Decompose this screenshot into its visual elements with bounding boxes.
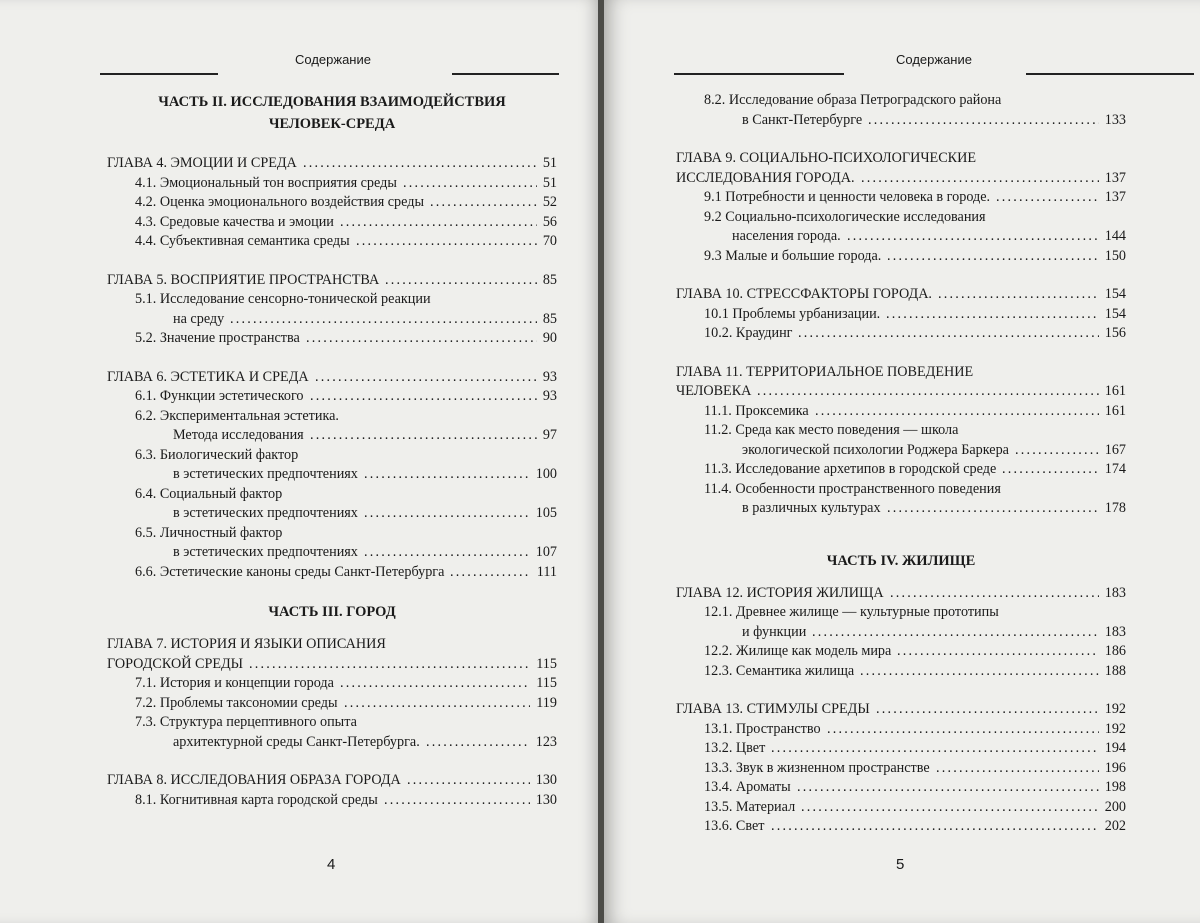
entry-title: в эстетических предпочтениях: [173, 504, 358, 524]
entry-title: 8.1. Когнитивная карта городской среды: [135, 791, 378, 811]
running-header: Содержание: [674, 52, 1194, 67]
header-rule-left: [100, 73, 218, 75]
entry-page: 90: [543, 329, 557, 349]
entry-title: 10.1 Проблемы урбанизации.: [704, 305, 880, 325]
dot-leader: ....................................................: [801, 798, 1099, 818]
dot-leader: ...........................................................: [757, 382, 1099, 402]
toc-entry-section: [676, 111, 1126, 131]
entry-title: на среду: [173, 310, 224, 330]
entry-title: 6.2. Экспериментальная эстетика.: [135, 407, 339, 427]
entry-title: 7.1. История и концепции города: [135, 674, 334, 694]
toc-entry-section: [676, 798, 1126, 818]
toc-entry-section: [676, 778, 1126, 798]
entry-title: 9.1 Потребности и ценности человека в городе.: [704, 188, 990, 208]
entry-page: 183: [1105, 584, 1126, 604]
entry-title: 5.2. Значение пространства: [135, 329, 300, 349]
entry-title: 13.5. Материал: [704, 798, 795, 818]
part-title: ЧЕЛОВЕК-СРЕДА: [107, 113, 557, 135]
entry-page: 150: [1105, 247, 1126, 267]
entry-page: 85: [543, 271, 557, 291]
entry-page: 154: [1105, 285, 1126, 305]
dot-leader: .................................................: [249, 655, 530, 675]
entry-title: 13.1. Пространство: [704, 720, 821, 740]
entry-page: 119: [536, 694, 557, 714]
entry-page: 144: [1105, 227, 1126, 247]
entry-title: ГЛАВА 12. ИСТОРИЯ ЖИЛИЩА: [676, 584, 884, 604]
entry-title: 13.2. Цвет: [704, 739, 765, 759]
entry-title: в Санкт-Петербурге: [742, 111, 862, 131]
entry-title: ГЛАВА 11. ТЕРРИТОРИАЛЬНОЕ ПОВЕДЕНИЕ: [676, 363, 973, 383]
dot-leader: ..............: [450, 563, 531, 583]
toc-entry-section: [107, 387, 557, 407]
toc-entry-section: [107, 446, 557, 466]
header-rule-right: [1026, 73, 1194, 75]
toc-entry-section: [676, 402, 1126, 422]
entry-title: 6.6. Эстетические каноны среды Санкт-Петербурга: [135, 563, 444, 583]
entry-title: ИССЛЕДОВАНИЯ ГОРОДА.: [676, 169, 855, 189]
toc-entry-chapter: [107, 655, 557, 675]
dot-leader: ....................................: [890, 584, 1099, 604]
entry-title: ЧЕЛОВЕКА: [676, 382, 751, 402]
toc-entry-section: [676, 324, 1126, 344]
entry-title: в эстетических предпочтениях: [173, 543, 358, 563]
entry-page: 105: [536, 504, 557, 524]
dot-leader: .........................................................: [771, 739, 1099, 759]
toc-right: [676, 91, 1126, 837]
dot-leader: .......................................: [310, 387, 537, 407]
toc-entry-section: [107, 791, 557, 811]
dot-leader: ...............................................: [827, 720, 1099, 740]
toc-entry-section: [107, 329, 557, 349]
entry-page: 130: [536, 771, 557, 791]
toc-entry-chapter: [676, 382, 1126, 402]
part-title: ЧАСТЬ II. ИССЛЕДОВАНИЯ ВЗАИМОДЕЙСТВИЯ: [107, 91, 557, 113]
toc-entry-chapter: [676, 584, 1126, 604]
entry-title: 7.2. Проблемы таксономии среды: [135, 694, 338, 714]
toc-entry-section: [107, 290, 557, 310]
entry-title: экологической психологии Роджера Баркера: [742, 441, 1009, 461]
toc-entry-section: [676, 480, 1126, 500]
entry-page: 133: [1105, 111, 1126, 131]
dot-leader: ....................................: [887, 247, 1099, 267]
toc-entry-chapter: [676, 169, 1126, 189]
entry-page: 161: [1105, 382, 1126, 402]
entry-page: 97: [543, 426, 557, 446]
entry-page: 188: [1105, 662, 1126, 682]
entry-title: 8.2. Исследование образа Петроградского района: [704, 91, 1001, 111]
entry-page: 130: [536, 791, 557, 811]
entry-page: 198: [1105, 778, 1126, 798]
entry-title: 12.2. Жилище как модель мира: [704, 642, 891, 662]
toc-entry-chapter: [107, 368, 557, 388]
entry-page: 52: [543, 193, 557, 213]
part-title: ЧАСТЬ III. ГОРОД: [107, 601, 557, 623]
entry-title: 13.3. Звук в жизненном пространстве: [704, 759, 930, 779]
entry-title: 6.5. Личностный фактор: [135, 524, 282, 544]
running-header: Содержание: [107, 52, 559, 67]
dot-leader: ..................: [426, 733, 530, 753]
entry-page: 167: [1105, 441, 1126, 461]
book-spread: [0, 0, 1200, 923]
entry-page: 111: [537, 563, 557, 583]
entry-page: 100: [536, 465, 557, 485]
dot-leader: .............................: [364, 543, 530, 563]
toc-entry-section: [676, 817, 1126, 837]
toc-entry-chapter: [107, 771, 557, 791]
dot-leader: ......................................: [315, 368, 537, 388]
entry-page: 200: [1105, 798, 1126, 818]
entry-page: 154: [1105, 305, 1126, 325]
toc-entry-section: [676, 623, 1126, 643]
toc-entry-section: [676, 499, 1126, 519]
entry-title: архитектурной среды Санкт-Петербурга.: [173, 733, 420, 753]
toc-entry-section: [676, 662, 1126, 682]
entry-title: ГОРОДСКОЙ СРЕДЫ: [107, 655, 243, 675]
entry-title: 11.3. Исследование архетипов в городской среде: [704, 460, 996, 480]
entry-page: 174: [1105, 460, 1126, 480]
toc-entry-chapter: [107, 635, 557, 655]
entry-page: 137: [1105, 188, 1126, 208]
toc-entry-chapter: [107, 154, 557, 174]
entry-page: 115: [536, 655, 557, 675]
dot-leader: ............................................: [847, 227, 1099, 247]
toc-left: [107, 91, 557, 810]
entry-title: 4.2. Оценка эмоционального воздействия среды: [135, 193, 424, 213]
dot-leader: .........................................: [860, 662, 1099, 682]
entry-page: 70: [543, 232, 557, 252]
dot-leader: .........................: [384, 791, 530, 811]
toc-entry-section: [107, 524, 557, 544]
entry-page: 85: [543, 310, 557, 330]
dot-leader: .................................................: [815, 402, 1099, 422]
dot-leader: ....................................................: [797, 778, 1099, 798]
entry-title: ГЛАВА 13. СТИМУЛЫ СРЕДЫ: [676, 700, 870, 720]
dot-leader: ....................................................: [798, 324, 1099, 344]
toc-entry-section: [676, 421, 1126, 441]
entry-page: 51: [543, 174, 557, 194]
dot-leader: .........................................................: [771, 817, 1099, 837]
entry-title: в различных культурах: [742, 499, 881, 519]
toc-entry-section: [676, 460, 1126, 480]
entry-title: 11.4. Особенности пространственного поведения: [704, 480, 1001, 500]
dot-leader: ........................................: [306, 329, 537, 349]
entry-title: 12.1. Древнее жилище — культурные прототипы: [704, 603, 999, 623]
entry-title: ГЛАВА 9. СОЦИАЛЬНО-ПСИХОЛОГИЧЕСКИЕ: [676, 149, 976, 169]
entry-page: 161: [1105, 402, 1126, 422]
dot-leader: ....................................: [887, 499, 1099, 519]
header-rule-right: [452, 73, 559, 75]
entry-page: 156: [1105, 324, 1126, 344]
entry-page: 183: [1105, 623, 1126, 643]
dot-leader: ..................................: [340, 213, 537, 233]
dot-leader: ..........................: [385, 271, 537, 291]
entry-title: ГЛАВА 5. ВОСПРИЯТИЕ ПРОСТРАНСТВА: [107, 271, 379, 291]
entry-title: ГЛАВА 4. ЭМОЦИИ И СРЕДА: [107, 154, 297, 174]
dot-leader: ...................................: [897, 642, 1099, 662]
header-rule-left: [674, 73, 844, 75]
toc-entry-chapter: [676, 149, 1126, 169]
entry-title: 4.3. Средовые качества и эмоции: [135, 213, 334, 233]
toc-entry-section: [107, 174, 557, 194]
dot-leader: ............................: [938, 285, 1099, 305]
toc-entry-section: [107, 563, 557, 583]
toc-entry-section: [676, 603, 1126, 623]
toc-entry-section: [107, 465, 557, 485]
toc-entry-section: [107, 310, 557, 330]
toc-entry-section: [676, 441, 1126, 461]
toc-entry-section: [676, 208, 1126, 228]
entry-title: 11.1. Проксемика: [704, 402, 809, 422]
dot-leader: ..................................................: [812, 623, 1099, 643]
dot-leader: .....................: [407, 771, 530, 791]
entry-page: 192: [1105, 700, 1126, 720]
entry-title: 11.2. Среда как место поведения — школа: [704, 421, 958, 441]
toc-entry-section: [107, 426, 557, 446]
entry-title: ГЛАВА 10. СТРЕССФАКТОРЫ ГОРОДА.: [676, 285, 932, 305]
entry-title: населения города.: [732, 227, 841, 247]
entry-title: 4.1. Эмоциональный тон восприятия среды: [135, 174, 397, 194]
dot-leader: ................: [1002, 460, 1099, 480]
dot-leader: ...............................: [356, 232, 537, 252]
toc-entry-chapter: [676, 363, 1126, 383]
entry-title: 6.4. Социальный фактор: [135, 485, 282, 505]
entry-title: 7.3. Структура перцептивного опыта: [135, 713, 357, 733]
toc-entry-section: [676, 247, 1126, 267]
entry-page: 137: [1105, 169, 1126, 189]
toc-entry-section: [107, 733, 557, 753]
part-title: ЧАСТЬ IV. ЖИЛИЩЕ: [676, 550, 1126, 572]
entry-title: ГЛАВА 7. ИСТОРИЯ И ЯЗЫКИ ОПИСАНИЯ: [107, 635, 386, 655]
entry-page: 194: [1105, 739, 1126, 759]
entry-title: 10.2. Краудинг: [704, 324, 792, 344]
entry-title: 13.6. Свет: [704, 817, 765, 837]
dot-leader: ........................................: [303, 154, 537, 174]
entry-page: 123: [536, 733, 557, 753]
toc-entry-chapter: [676, 285, 1126, 305]
entry-page: 202: [1105, 817, 1126, 837]
toc-entry-section: [107, 232, 557, 252]
entry-page: 186: [1105, 642, 1126, 662]
left-page: [0, 0, 600, 923]
dot-leader: ..............: [1015, 441, 1099, 461]
dot-leader: ................................: [344, 694, 530, 714]
dot-leader: ............................: [936, 759, 1099, 779]
entry-title: 5.1. Исследование сенсорно-тонической реакции: [135, 290, 431, 310]
entry-title: в эстетических предпочтениях: [173, 465, 358, 485]
dot-leader: .................................: [340, 674, 530, 694]
toc-entry-chapter: [676, 700, 1126, 720]
entry-page: 93: [543, 387, 557, 407]
toc-entry-section: [676, 91, 1126, 111]
right-page: [604, 0, 1200, 923]
entry-page: 51: [543, 154, 557, 174]
dot-leader: .........................................: [861, 169, 1099, 189]
entry-page: 192: [1105, 720, 1126, 740]
toc-entry-section: [107, 543, 557, 563]
page-number: 5: [896, 856, 904, 873]
toc-entry-section: [676, 720, 1126, 740]
dot-leader: ......................................: [876, 700, 1099, 720]
entry-title: 13.4. Ароматы: [704, 778, 791, 798]
dot-leader: ..................: [996, 188, 1099, 208]
page-number: 4: [327, 856, 335, 873]
entry-page: 196: [1105, 759, 1126, 779]
entry-page: 93: [543, 368, 557, 388]
dot-leader: .............................: [364, 504, 530, 524]
entry-page: 178: [1105, 499, 1126, 519]
toc-entry-section: [107, 674, 557, 694]
entry-title: 6.3. Биологический фактор: [135, 446, 298, 466]
toc-entry-section: [107, 485, 557, 505]
toc-entry-section: [107, 694, 557, 714]
dot-leader: .....................................: [886, 305, 1099, 325]
dot-leader: .............................: [364, 465, 530, 485]
toc-entry-section: [676, 759, 1126, 779]
entry-title: 9.3 Малые и большие города.: [704, 247, 881, 267]
toc-entry-section: [107, 193, 557, 213]
dot-leader: ..................: [430, 193, 537, 213]
entry-title: 4.4. Субъективная семантика среды: [135, 232, 350, 252]
entry-title: Метода исследования: [173, 426, 304, 446]
dot-leader: .......................................: [310, 426, 537, 446]
entry-title: ГЛАВА 8. ИССЛЕДОВАНИЯ ОБРАЗА ГОРОДА: [107, 771, 401, 791]
dot-leader: .......................: [403, 174, 537, 194]
toc-entry-section: [676, 188, 1126, 208]
entry-title: 6.1. Функции эстетического: [135, 387, 304, 407]
dot-leader: .....................................................: [230, 310, 537, 330]
entry-title: и функции: [742, 623, 806, 643]
toc-entry-section: [107, 504, 557, 524]
entry-title: 12.3. Семантика жилища: [704, 662, 854, 682]
dot-leader: ........................................: [868, 111, 1099, 131]
toc-entry-section: [676, 642, 1126, 662]
entry-title: 9.2 Социально-психологические исследования: [704, 208, 986, 228]
entry-title: ГЛАВА 6. ЭСТЕТИКА И СРЕДА: [107, 368, 309, 388]
entry-page: 107: [536, 543, 557, 563]
toc-entry-section: [107, 713, 557, 733]
toc-entry-chapter: [107, 271, 557, 291]
entry-page: 56: [543, 213, 557, 233]
toc-entry-section: [676, 305, 1126, 325]
toc-entry-section: [676, 227, 1126, 247]
toc-entry-section: [107, 213, 557, 233]
entry-page: 115: [536, 674, 557, 694]
toc-entry-section: [676, 739, 1126, 759]
toc-entry-section: [107, 407, 557, 427]
